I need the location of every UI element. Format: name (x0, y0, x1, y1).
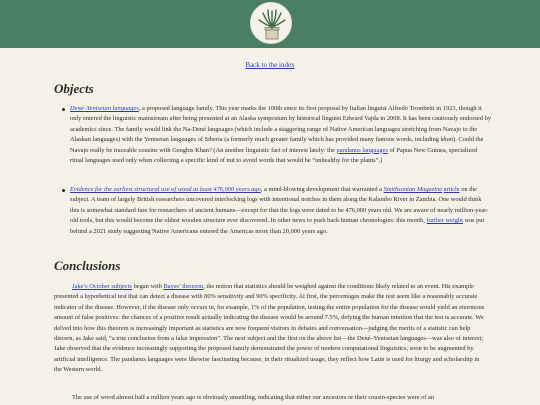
text-segment: was put behind a 2021 study suggesting Native Americans entered the Americas more than 20,000 years ago. (70, 217, 485, 235)
inline-link[interactable]: Bayes’ theorem (163, 283, 204, 290)
inline-link[interactable]: Jake’s October subjects (72, 283, 132, 290)
text-segment: khan (440, 136, 453, 144)
back-to-index-link[interactable]: Back to the index (245, 61, 295, 69)
objects-item-ancient-wood (70, 185, 492, 237)
conclusions-paragraph (54, 393, 486, 403)
bullet-icon (62, 108, 65, 111)
inline-link[interactable]: Smithsonian Magazine (383, 186, 443, 193)
text-segment: on the subject. A team of largely British researchers uncovered interlocking logs with intentional notches in them along the Kalambo River in Zambia. One would think this is somewhat standard fare for researchers of ancient humans—except for that the logs were dated to be 476,000 years old. We are aware of nearly million-year-old tools, but this would become the oldest wooden structure ever discovered. In other news to push back human chronologies: this month, (70, 186, 489, 225)
text-segment: , a proposed language family. This year marks the 100th since its first proposal by Italian linguist Alfredo Trombetti in 1923, though it only entered the linguistic mainstream after being presented at an Alaska symposium by historical linguist Edward Vajda in 2008. It has been cautiously endorsed by academics since. The family would link the Na-Dené languages (which include a staggering range of Native American languages stretching from Navajo to the Alaskan languages) with the Yeniseian languages of Siberia (a formerly much greater family which has provided many famous words, including (70, 105, 492, 144)
inline-link[interactable]: pandanus languages (336, 146, 388, 154)
conclusions-paragraph (54, 282, 486, 376)
text-segment: , a mind-blowing development that warranted a (260, 186, 384, 193)
inline-link[interactable]: Dené–Yeniseian languages (70, 105, 139, 112)
text-segment: ). Could the Navajo really be traceable cousins with Genghis Khan? (An another linguistic fact of interest lately: the (70, 136, 484, 154)
text-segment: of Papua New Guinea, specialized ritual languages used only when collecting a specific kind of nut to avoid words that would be “unhealthy for the plants”.) (70, 146, 478, 165)
objects-item-dene-yeniseian (70, 104, 492, 166)
text-segment: , the notion that statistics should be weighed against the conditions likely related to an event. His example presented a hypothetical test that can detect a disease with 80% sensitivity and 90% specificity. At first, the percentages make the test seem like a reasonably accurate indicator of the disease. However, if the disease only occurs in, for example, 1% of the population, testing the entire population for the disease would yield an enormous amount of false positives: the chances of a positive result actually indicating the disease would be around 7.5%, defying the human intuition that the test is accurate. We delved into how this theorem is increasingly important as statistics are now frequent visitors in debates and conversation—judging the merits of a statistic can help discern, as Jake said, “a true conclusion from a false impression”. The next subject and the first on the above list—the Dené–Yeniseian languages—was also of interest; Jake observed that the evidence increasingly supporting the proposed family demonstrated the power of modern computational linguistics, soon to be augmented by artificial intelligence. The pandanus languages were likewise fascinating because, in their ritualized usage, they reflect how Latin is used for liturgy and scholarship in the Western world. (54, 283, 485, 374)
text-segment: The use of wood almost half a million years ago is obviously unsettling, indicating that either our ancestors or their cousin-species were of an (72, 394, 435, 401)
inline-link[interactable]: further weight (426, 217, 463, 225)
conclusions-heading: Conclusions (54, 258, 121, 273)
site-header (0, 0, 540, 48)
inline-link[interactable]: article (443, 186, 460, 193)
objects-heading: Objects (54, 81, 94, 96)
logo-graphic (251, 3, 292, 44)
text-segment: began with (131, 283, 164, 290)
inline-link[interactable]: Evidence for the earliest structural use of wood at least 476,000 years ago (70, 186, 261, 193)
bullet-icon (62, 189, 65, 192)
potted-plant-icon[interactable] (250, 2, 292, 44)
